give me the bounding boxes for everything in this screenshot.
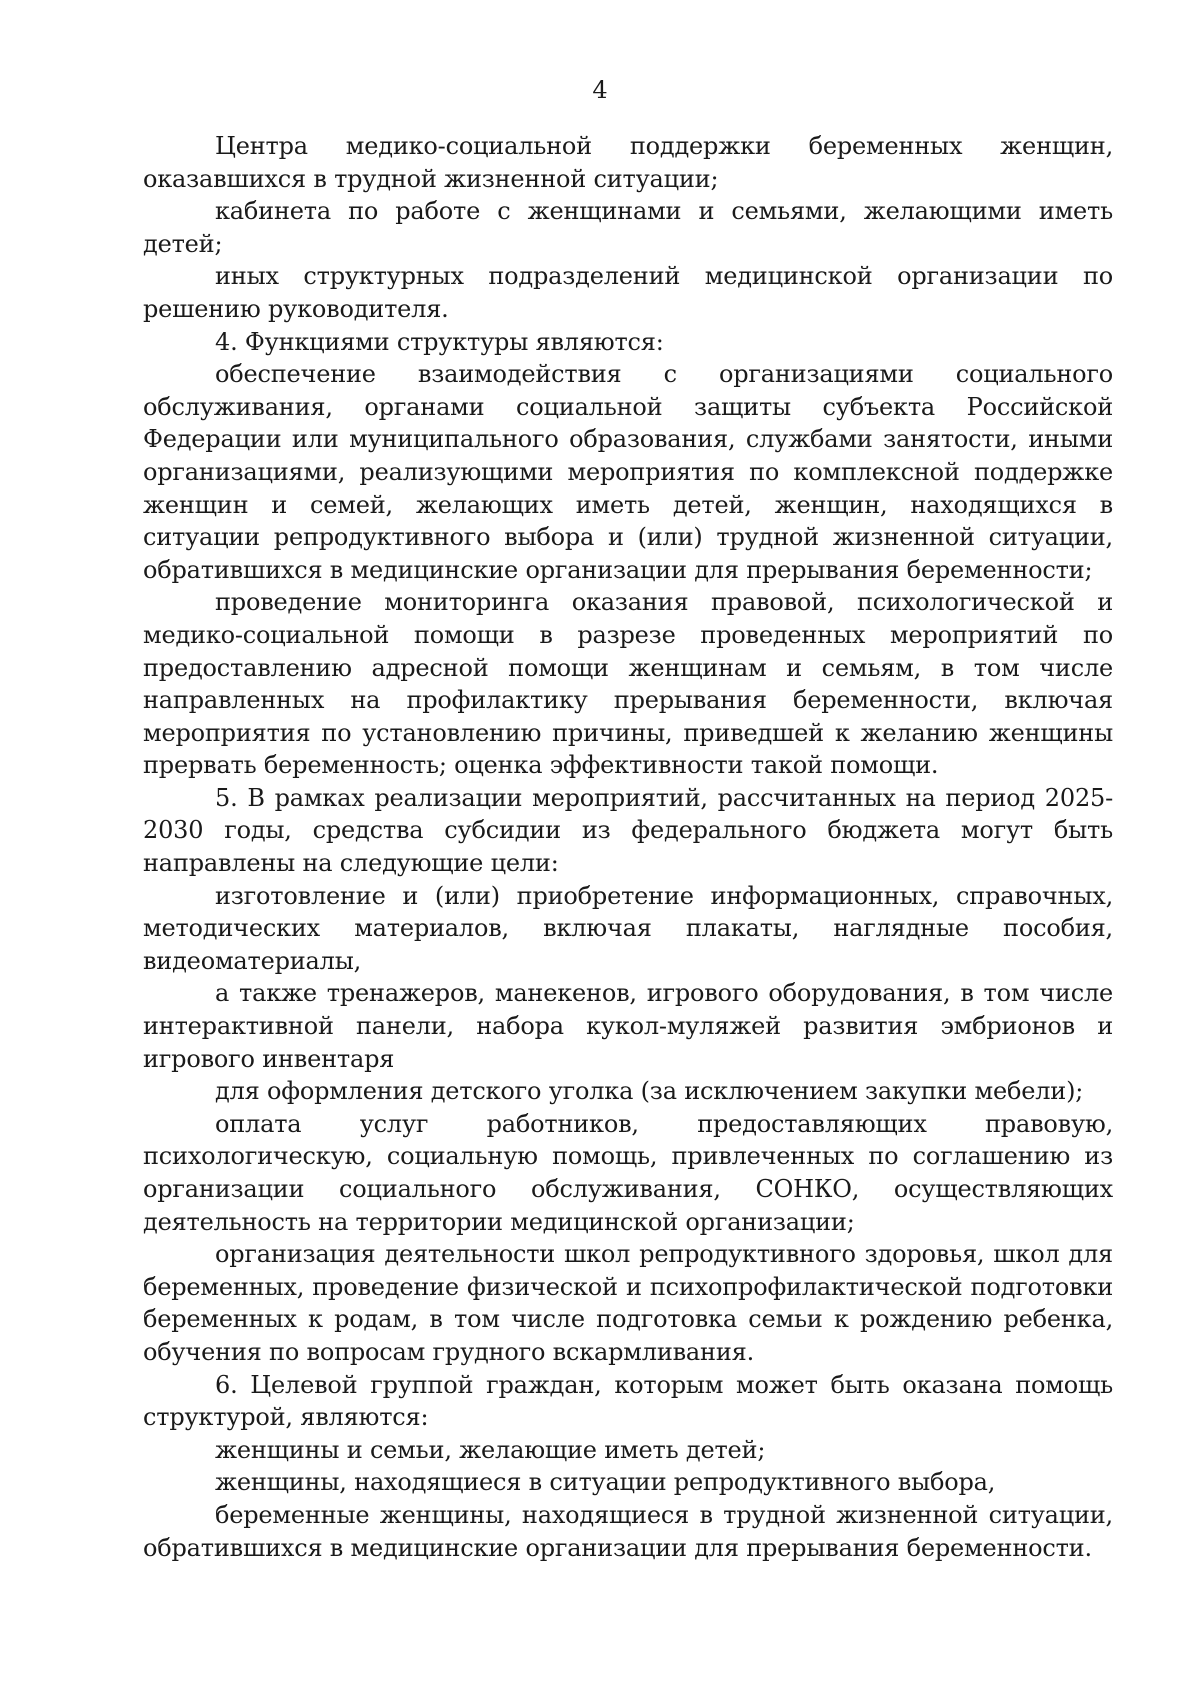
paragraph-monitoring: проведение мониторинга оказания правовой, психологической и медико-социальной помощи в разрезе проведенных мероприятий по предоставлению адресной помощи женщинам и семьям, в том числе направленных на профилактику прерывания беременности, включая мероприятия по установлению причины, приведшей к желанию женщины прервать беременность; оценка эффективности такой помощи. (143, 588, 1113, 780)
page-number: 4 (592, 76, 608, 104)
paragraph-schools: организация деятельности школ репродуктивного здоровья, школ для беременных, проведение физической и психопрофилактической подготовки беременных к родам, в том числе подготовка семьи к рождению ребенка, обучения по вопросам грудного вскармливания. (143, 1240, 1113, 1366)
paragraph-item-5-heading: 5. В рамках реализации мероприятий, рассчитанных на период 2025-2030 годы, средства субсидии из федерального бюджета могут быть направлены на следующие цели: (143, 783, 1113, 878)
paragraph-equipment: а также тренажеров, манекенов, игрового оборудования, в том числе интерактивной панели, набора кукол-муляжей развития эмбрионов и игрового инвентаря (143, 979, 1113, 1073)
paragraph-cabinet: кабинета по работе с женщинами и семьями, желающими иметь детей; (143, 197, 1113, 258)
paragraph-center-support: Центра медико-социальной поддержки беременных женщин, оказавшихся в трудной жизненной ситуации; (143, 132, 1113, 193)
paragraph-materials: изготовление и (или) приобретение информационных, справочных, методических материалов, включая плакаты, наглядные пособия, видеоматериалы, (143, 881, 1113, 975)
paragraph-target-families: женщины и семьи, желающие иметь детей; (215, 1435, 766, 1464)
paragraph-target-pregnant: беременные женщины, находящиеся в трудной жизненной ситуации, обратившихся в медицинские организации для прерывания беременности. (143, 1500, 1113, 1562)
paragraph-target-choice: женщины, находящиеся в ситуации репродуктивного выбора, (215, 1468, 996, 1497)
paragraph-item-4-heading: 4. Функциями структуры являются: (215, 327, 664, 356)
document-body (143, 130, 1113, 1564)
paragraph-children-corner: для оформления детского уголка (за исключением закупки мебели); (215, 1077, 1084, 1106)
paragraph-staff-payment: оплата услуг работников, предоставляющих правовую, психологическую, социальную помощь, привлеченных по соглашению из организации социального обслуживания, СОНКО, осуществляющих деятельность на территории медицинской организации; (143, 1109, 1113, 1236)
paragraph-other-units: иных структурных подразделений медицинской организации по решению руководителя. (143, 262, 1113, 323)
paragraph-interaction: обеспечение взаимодействия с организациями социального обслуживания, органами социальной защиты субъекта Российской Федерации или муниципального образования, службами занятости, иными организациями, реализующими мероприятия по комплексной поддержке женщин и семей, желающих иметь детей, женщин, находящихся в ситуации репродуктивного выбора и (или) трудной жизненной ситуации, обратившихся в медицинские организации для прерывания беременности; (143, 360, 1113, 584)
paragraph-item-6-heading: 6. Целевой группой граждан, которым может быть оказана помощь структурой, являются: (143, 1370, 1113, 1432)
